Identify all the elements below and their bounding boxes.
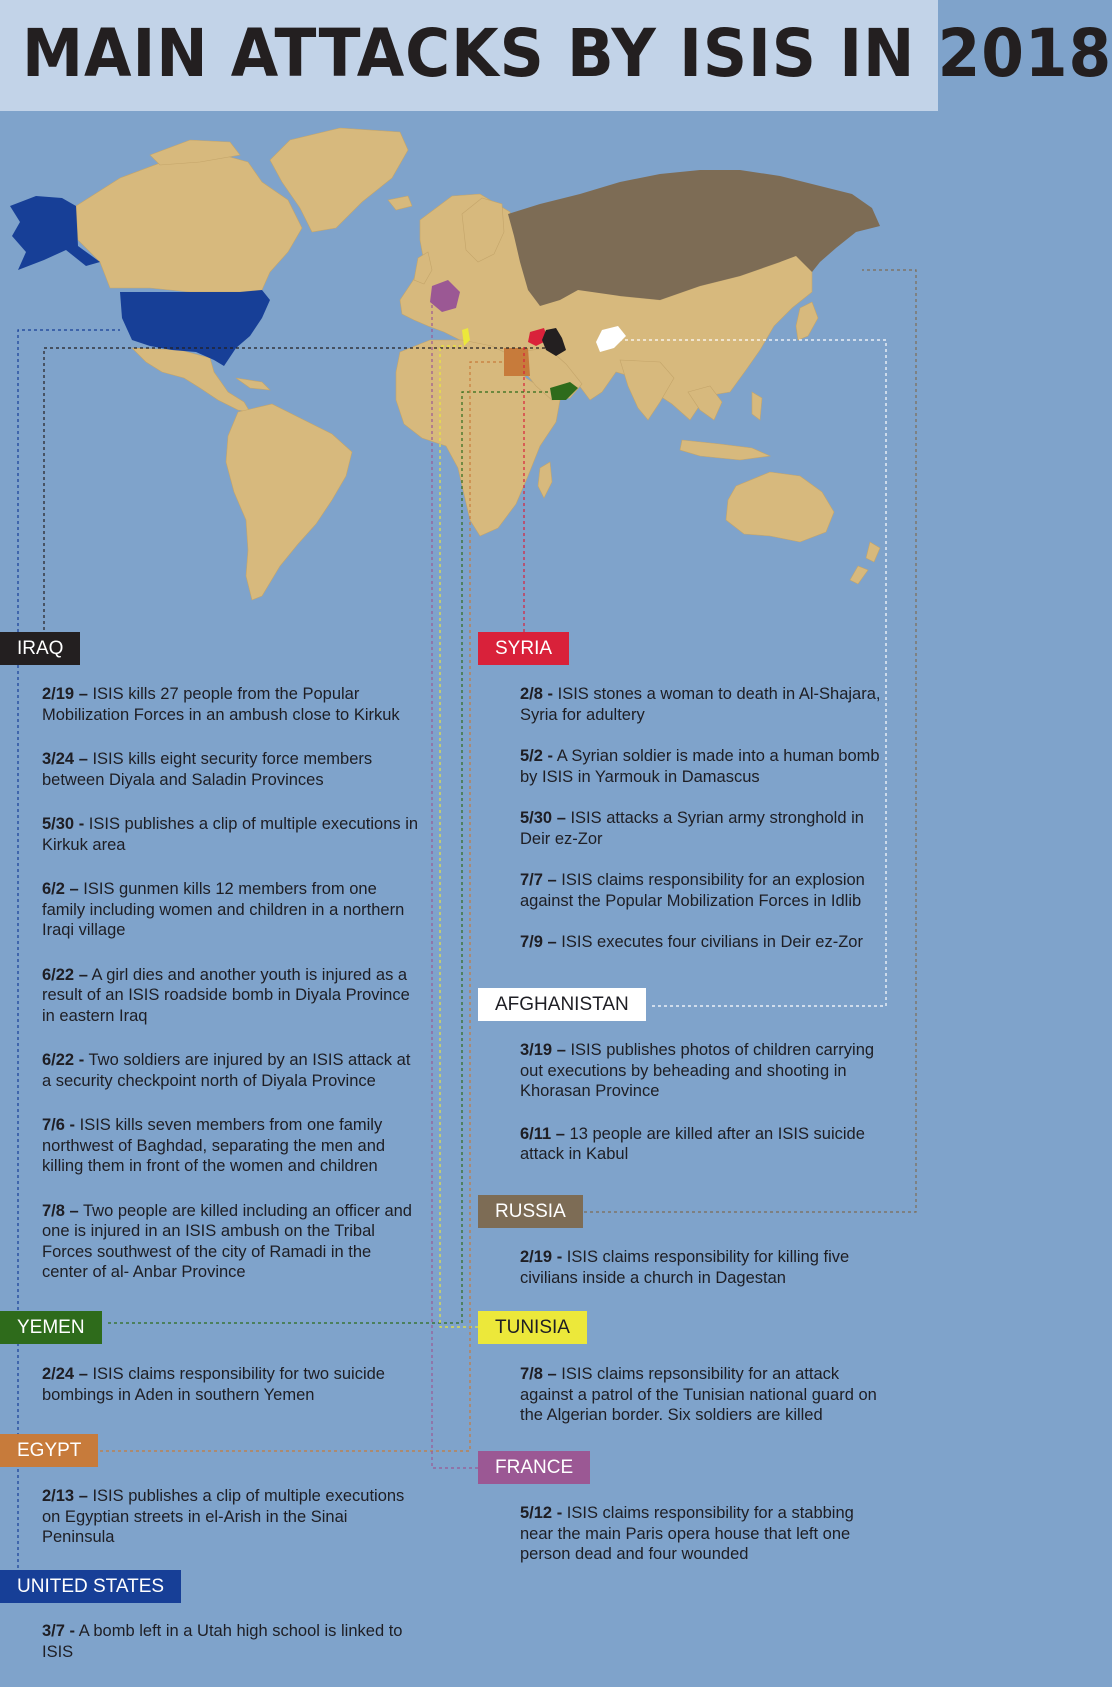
syria-entries — [520, 684, 885, 953]
list-item: 2/13 – ISIS publishes a clip of multiple executions on Egyptian streets in el-Arish in the Sinai Peninsula — [42, 1487, 405, 1546]
united-states-entries — [42, 1621, 420, 1662]
afghanistan-label: AFGHANISTAN — [478, 988, 646, 1021]
yemen-entries — [42, 1364, 420, 1405]
list-item: 7/7 – ISIS claims responsibility for an explosion against the Popular Mobilization Forces in Idlib — [520, 871, 865, 910]
list-item: 7/8 – Two people are killed including an officer and one is injured in an ISIS ambush on the Tribal Forces southwest of the city of Ramadi in the center of al- Anbar Province — [42, 1201, 412, 1281]
page-title: MAIN ATTACKS BY ISIS IN 2018 — [22, 15, 1112, 92]
list-item: 2/19 - ISIS claims responsibility for killing five civilians inside a church in Dagestan — [520, 1248, 850, 1287]
iraq-label: IRAQ — [0, 632, 80, 665]
afghanistan-entries — [520, 1040, 885, 1165]
list-item: 6/11 – 13 people are killed after an ISIS suicide attack in Kabul — [520, 1124, 865, 1163]
list-item: 3/7 - A bomb left in a Utah high school is linked to ISIS — [42, 1622, 403, 1661]
russia-label: RUSSIA — [478, 1195, 583, 1228]
list-item: 2/19 – ISIS kills 27 people from the Popular Mobilization Forces in an ambush close to Kirkuk — [42, 685, 400, 724]
france-entries — [520, 1503, 885, 1565]
list-item: 5/12 - ISIS claims responsibility for a stabbing near the main Paris opera house that left one person dead and four wounded — [520, 1504, 854, 1563]
list-item: 6/2 – ISIS gunmen kills 12 members from one family including women and children in a northern Iraqi village — [42, 880, 405, 939]
tunisia-label: TUNISIA — [478, 1311, 587, 1344]
russia-entries — [520, 1247, 885, 1288]
list-item: 3/19 – ISIS publishes photos of children carrying out executions by beheading and shooting in Khorasan Province — [520, 1041, 875, 1100]
egypt-entries — [42, 1486, 420, 1548]
france-connector — [432, 298, 478, 1468]
list-item: 2/8 - ISIS stones a woman to death in Al-Shajara, Syria for adultery — [520, 685, 881, 724]
list-item: 3/24 – ISIS kills eight security force members between Diyala and Saladin Provinces — [42, 750, 373, 789]
egypt-label: EGYPT — [0, 1434, 98, 1467]
iraq-entries — [42, 684, 420, 1283]
list-item: 5/2 - A Syrian soldier is made into a human bomb by ISIS in Yarmouk in Damascus — [520, 747, 880, 786]
list-item: 7/9 – ISIS executes four civilians in Deir ez-Zor — [520, 933, 863, 951]
list-item: 7/6 - ISIS kills seven members from one family northwest of Baghdad, separating the men and killing them in front of the women and children — [42, 1116, 386, 1175]
list-item: 6/22 – A girl dies and another youth is injured as a result of an ISIS roadside bomb in Diyala Province in eastern Iraq — [42, 965, 410, 1025]
list-item: 2/24 – ISIS claims responsibility for two suicide bombings in Aden in southern Yemen — [42, 1365, 385, 1404]
list-item: 6/22 - Two soldiers are injured by an ISIS attack at a security checkpoint north of Diyala Province — [42, 1051, 411, 1090]
united-states-label: UNITED STATES — [0, 1570, 181, 1603]
yemen-label: YEMEN — [0, 1311, 102, 1344]
list-item: 5/30 - ISIS publishes a clip of multiple executions in Kirkuk area — [42, 815, 419, 854]
iraq-connector — [44, 348, 546, 630]
list-item: 7/8 – ISIS claims repsonsibility for an attack against a patrol of the Tunisian national guard on the Algerian border. Six soldiers are killed — [520, 1365, 877, 1424]
syria-label: SYRIA — [478, 632, 569, 665]
list-item: 5/30 – ISIS attacks a Syrian army stronghold in Deir ez-Zor — [520, 809, 864, 848]
france-label: FRANCE — [478, 1451, 590, 1484]
tunisia-entries — [520, 1364, 885, 1426]
tunisia-connector — [440, 346, 478, 1327]
